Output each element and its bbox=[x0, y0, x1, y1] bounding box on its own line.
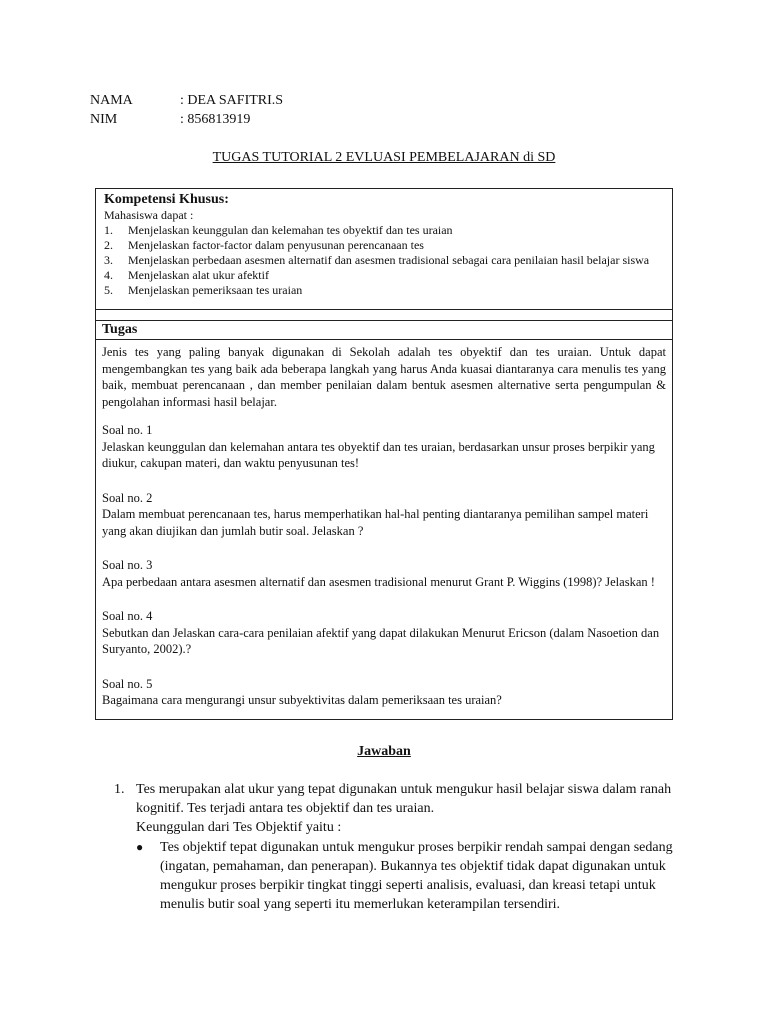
jawaban-heading: Jawaban bbox=[357, 744, 411, 759]
soal-title: Soal no. 1 bbox=[102, 423, 153, 437]
list-item bbox=[104, 238, 664, 253]
answer-body bbox=[136, 780, 674, 914]
bullet-text: Tes objektif tepat digunakan untuk mengukur proses berpikir rendah sampai dengan sedang (ingatan, pemahaman, dan penerapan). Bukannya tes objektif tidak dapat digunakan untuk mengukur proses berpikir tingkat tinggi seperti analisis, evaluasi, dan kreasi tetapi untuk menulis butir soal yang seperti itu memerlukan keterampilan tersendiri. bbox=[160, 840, 673, 912]
nama-label: NAMA bbox=[90, 93, 133, 108]
item-number: 4. bbox=[104, 268, 113, 282]
nim-row bbox=[90, 111, 250, 129]
nim-label: NIM bbox=[90, 112, 118, 127]
item-text: Menjelaskan perbedaan asesmen alternatif dan asesmen tradisional sebagai cara penilaian hasil belajar siswa bbox=[128, 253, 650, 267]
list-item bbox=[104, 268, 664, 283]
item-number: 2. bbox=[104, 238, 113, 252]
soal-item bbox=[102, 422, 666, 472]
soal-text: Jelaskan keunggulan dan kelemahan antara tes obyektif dan tes uraian, berdasarkan unsur proses berpikir yang diukur, cakupan materi, dan waktu penyusunan tes! bbox=[102, 439, 655, 470]
list-item bbox=[104, 283, 664, 298]
tugas-heading: Tugas bbox=[96, 321, 672, 340]
soal-text: Bagaimana cara mengurangi unsur subyektivitas dalam pemeriksaan tes uraian? bbox=[102, 693, 502, 707]
item-text: Menjelaskan keunggulan dan kelemahan tes obyektif dan tes uraian bbox=[128, 223, 453, 237]
bullet-icon: ● bbox=[136, 840, 144, 854]
answer-paragraph: Tes merupakan alat ukur yang tepat digunakan untuk mengukur hasil belajar siswa dalam ranah kognitif. Tes terjadi antara tes objektif dan tes uraian. bbox=[136, 782, 672, 816]
item-text: Menjelaskan pemeriksaan tes uraian bbox=[128, 283, 303, 297]
soal-title: Soal no. 4 bbox=[102, 609, 153, 623]
item-text: Menjelaskan alat ukur afektif bbox=[128, 268, 269, 282]
kompetensi-intro: Mahasiswa dapat : bbox=[104, 208, 194, 222]
soal-title: Soal no. 3 bbox=[102, 558, 153, 572]
soal-title: Soal no. 5 bbox=[102, 676, 153, 691]
list-item bbox=[104, 253, 664, 268]
nama-row bbox=[90, 92, 283, 110]
document-title: TUGAS TUTORIAL 2 EVLUASI PEMBELAJARAN di SD bbox=[212, 150, 556, 165]
item-number: 3. bbox=[104, 253, 113, 267]
answer-number: 1. bbox=[114, 782, 125, 797]
soal-item bbox=[102, 676, 666, 709]
kompetensi-list bbox=[104, 223, 664, 298]
tugas-intro: Jenis tes yang paling banyak digunakan di Sekolah adalah tes obyektif dan tes uraian. Untuk dapat mengembangkan tes yang baik ada beberapa langkah yang harus Anda kuasai diantaranya cara menulis tes yang baik, membuat perencanaan , dan member penilaian dalam bentuk asesmen alternative serta pengumpulan & pengolahan informasi hasil belajar. bbox=[102, 345, 666, 409]
soal-text: Apa perbedaan antara asesmen alternatif dan asesmen tradisional menurut Grant P. Wiggins (1998)? Jelaskan ! bbox=[102, 574, 655, 589]
soal-item bbox=[102, 557, 666, 590]
list-item bbox=[104, 223, 664, 238]
answer-item bbox=[114, 780, 674, 914]
soal-item bbox=[102, 490, 666, 540]
answer-bullet bbox=[136, 838, 674, 914]
kompetensi-box bbox=[95, 188, 673, 310]
soal-text: Dalam membuat perencanaan tes, harus memperhatikan hal-hal penting diantaranya pemilihan sampel materi yang akan diujikan dan jumlah butir soal. Jelaskan ? bbox=[102, 507, 649, 538]
soal-text: Sebutkan dan Jelaskan cara-cara penilaian afektif yang dapat dilakukan Menurut Ericson (dalam Nasoetion dan Suryanto, 2002).? bbox=[102, 625, 660, 656]
soal-title: Soal no. 2 bbox=[102, 490, 153, 505]
soal-item bbox=[102, 608, 666, 658]
tugas-box bbox=[95, 320, 673, 720]
nama-value: : DEA SAFITRI.S bbox=[180, 93, 284, 108]
item-number: 1. bbox=[104, 223, 113, 237]
nim-value: : 856813919 bbox=[180, 112, 251, 127]
item-number: 5. bbox=[104, 283, 113, 297]
answer-subheading: Keunggulan dari Tes Objektif yaitu : bbox=[136, 820, 342, 835]
item-text: Menjelaskan factor-factor dalam penyusunan perencanaan tes bbox=[128, 238, 424, 252]
kompetensi-heading: Kompetensi Khusus: bbox=[104, 192, 229, 207]
